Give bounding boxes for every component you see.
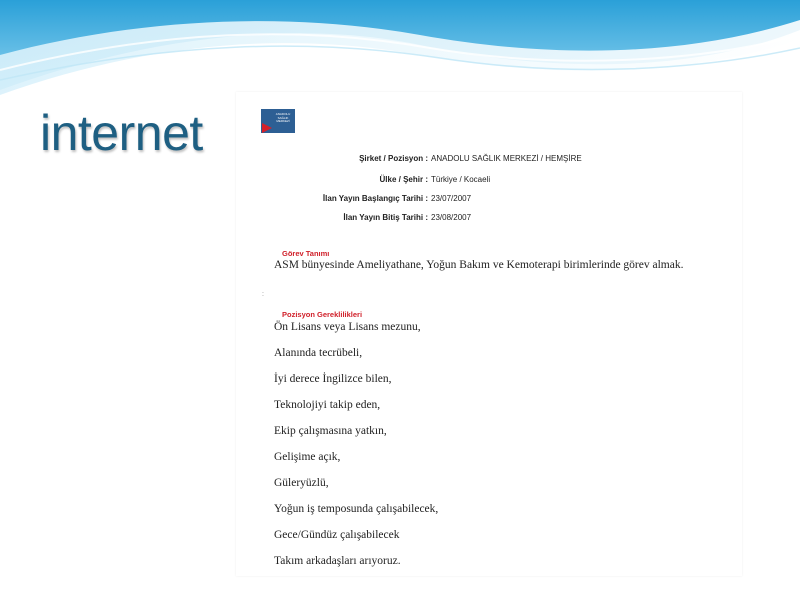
- decorative-wave-banner: [0, 0, 800, 100]
- info-value: Türkiye / Kocaeli: [431, 175, 491, 184]
- info-row-country: [236, 175, 742, 189]
- section-marker: :: [262, 291, 264, 298]
- info-value: 23/08/2007: [431, 213, 472, 222]
- info-row-start-date: [236, 194, 742, 208]
- requirement-item: Ekip çalışmasına yatkın,: [274, 425, 387, 437]
- info-label: İlan Yayın Bitiş Tarihi :: [343, 213, 428, 222]
- info-label: İlan Yayın Başlangıç Tarihi :: [322, 194, 428, 203]
- info-value: 23/07/2007: [431, 194, 472, 203]
- company-logo: [261, 109, 295, 137]
- requirement-item: Ön Lisans veya Lisans mezunu,: [274, 321, 421, 333]
- requirement-item: Alanında tecrübeli,: [274, 347, 363, 359]
- job-posting-screenshot: [236, 92, 742, 576]
- requirement-item: Takım arkadaşları arıyoruz.: [274, 555, 401, 567]
- requirements-heading: Pozisyon Gereklilikleri: [282, 310, 363, 319]
- info-label: Şirket / Pozisyon :: [359, 154, 428, 163]
- info-row-company: [236, 154, 742, 168]
- requirement-item: Güleryüzlü,: [274, 477, 329, 489]
- slide-title: internet: [40, 105, 203, 161]
- requirement-item: İyi derece İngilizce bilen,: [274, 373, 392, 385]
- job-description-heading: Görev Tanımı: [282, 249, 330, 258]
- requirement-item: Gelişime açık,: [274, 451, 341, 463]
- logo-arrow-icon: [262, 123, 272, 133]
- info-row-end-date: [236, 213, 742, 227]
- job-description-text: ASM bünyesinde Ameliyathane, Yoğun Bakım ve Kemoterapi birimlerinde görev almak.: [274, 259, 684, 271]
- logo-text: ANADOLU SAĞLIK MERKEZİ: [275, 112, 291, 123]
- requirement-item: Yoğun iş temposunda çalışabilecek,: [274, 503, 439, 515]
- requirement-item: Teknolojiyi takip eden,: [274, 399, 381, 411]
- info-label: Ülke / Şehir :: [379, 175, 428, 184]
- info-value: ANADOLU SAĞLIK MERKEZİ / HEMŞİRE: [431, 154, 582, 163]
- requirement-item: Gece/Gündüz çalışabilecek: [274, 529, 400, 541]
